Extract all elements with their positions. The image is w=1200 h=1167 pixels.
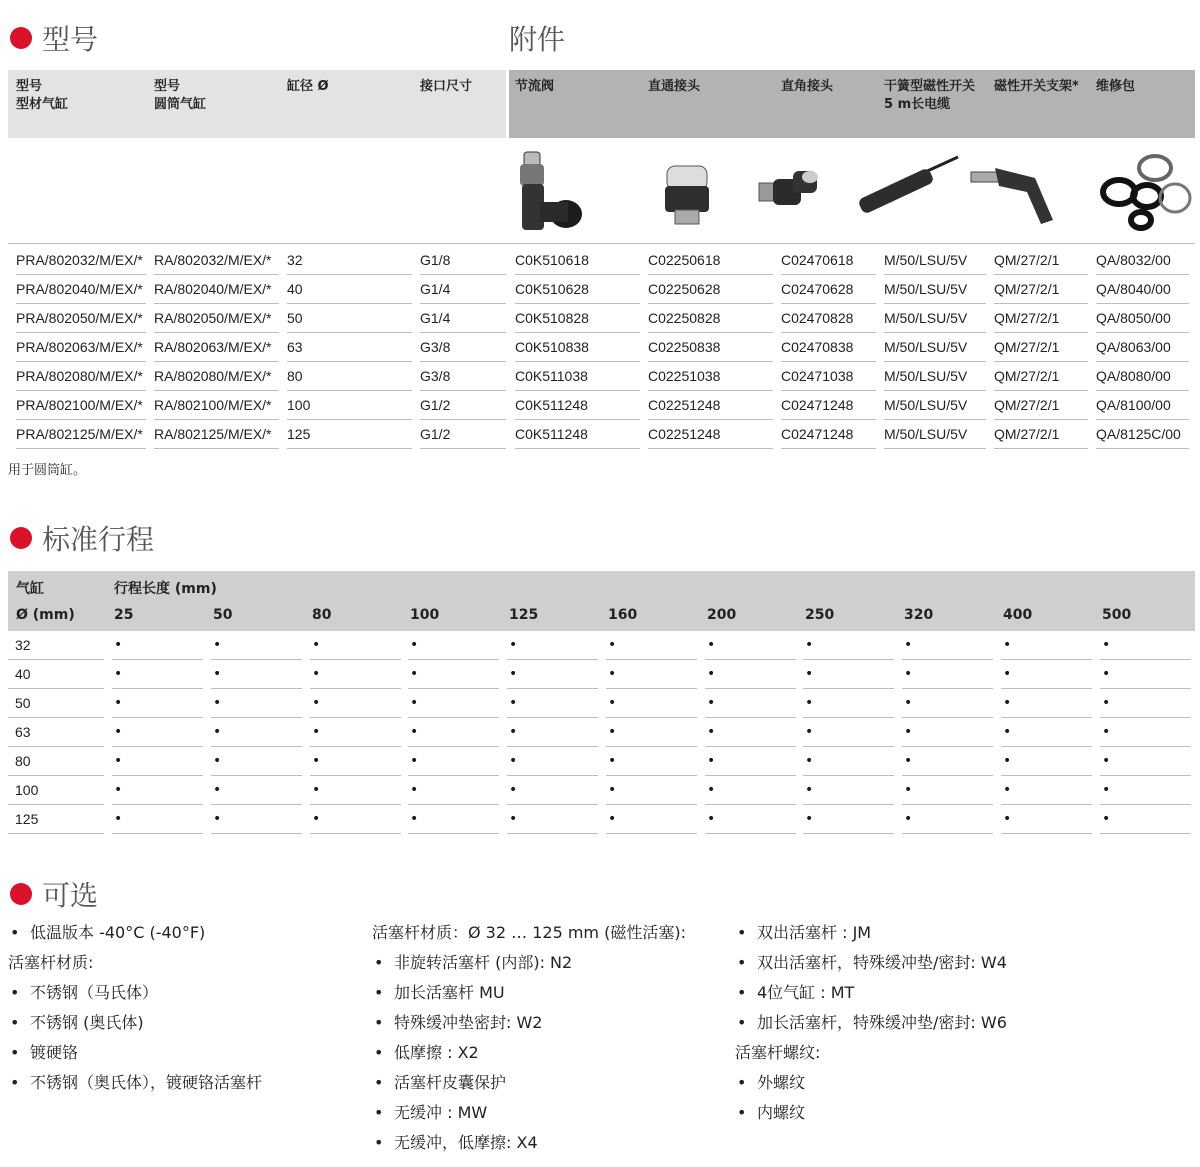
availability-mark: • [805, 695, 814, 711]
availability-mark: • [114, 695, 123, 711]
option-item: • 无缓冲，低摩擦: X4 [372, 1128, 686, 1158]
availability-mark: • [1003, 753, 1012, 769]
options-col3 [735, 918, 1007, 1128]
row-divider [515, 448, 640, 449]
table-cell: PRA/802080/M/EX/* [16, 368, 143, 384]
option-heading: 活塞杆材质：Ø 32 … 125 mm (磁性活塞): [372, 923, 686, 942]
table-cell: PRA/802040/M/EX/* [16, 281, 143, 297]
options-col1 [8, 918, 262, 1098]
table-row [8, 333, 1195, 362]
row-divider [16, 448, 146, 449]
table-cell: PRA/802063/M/EX/* [16, 339, 143, 355]
table-cell: QM/27/2/1 [994, 426, 1060, 442]
availability-mark: • [213, 811, 222, 827]
table-cell: C02250838 [648, 339, 721, 355]
availability-mark: • [410, 724, 419, 740]
availability-mark: • [707, 637, 716, 653]
table-cell: RA/802100/M/EX/* [154, 397, 272, 413]
row-divider [287, 448, 412, 449]
table-cell: 63 [287, 339, 303, 355]
table-cell: C02251248 [648, 426, 721, 442]
models-header-cell: 直角接头 [781, 79, 834, 94]
models-header-cell: 接口尺寸 [420, 79, 473, 94]
availability-mark: • [1102, 811, 1111, 827]
strokes-stroke-label: 行程长度 (mm) [114, 581, 217, 597]
table-cell: G1/8 [420, 252, 451, 268]
table-cell: PRA/802032/M/EX/* [16, 252, 143, 268]
availability-mark: • [904, 782, 913, 798]
models-section-title [10, 18, 98, 58]
strokes-col0-sub: Ø (mm) [16, 607, 75, 623]
stroke-length-header: 400 [1003, 607, 1033, 623]
option-item: • 双出活塞杆 : JM [735, 918, 1007, 948]
accessories-title: 附件 [509, 23, 566, 56]
reed-switch-icon [853, 155, 963, 230]
elbow-fitting-icon [755, 165, 825, 220]
models-header-cell: 维修包 [1096, 79, 1136, 94]
table-row [8, 420, 1195, 449]
options-section-title [10, 874, 98, 914]
availability-mark: • [114, 811, 123, 827]
table-cell: RA/802063/M/EX/* [154, 339, 272, 355]
table-cell: C02251038 [648, 368, 721, 384]
models-header-bg-right [509, 70, 1195, 138]
bore-cell: 80 [15, 753, 31, 769]
table-row [8, 747, 1195, 776]
seal-kit-icon [1095, 150, 1195, 235]
option-item: • 4位气缸 : MT [735, 978, 1007, 1008]
table-cell: QA/8050/00 [1096, 310, 1171, 326]
stroke-length-header: 500 [1102, 607, 1132, 623]
availability-mark: • [904, 753, 913, 769]
availability-mark: • [608, 782, 617, 798]
row-divider [648, 448, 773, 449]
option-item: • 双出活塞杆，特殊缓冲垫/密封: W4 [735, 948, 1007, 978]
options-title: 可选 [42, 879, 99, 912]
availability-mark: • [707, 782, 716, 798]
bore-cell: 50 [15, 695, 31, 711]
option-heading: 活塞杆螺纹: [735, 1043, 821, 1062]
row-divider [408, 833, 499, 834]
availability-mark: • [608, 695, 617, 711]
option-item: • 内螺纹 [735, 1098, 1007, 1128]
table-cell: C02470618 [781, 252, 854, 268]
table-row [8, 362, 1195, 391]
availability-mark: • [1102, 695, 1111, 711]
option-item: • 外螺纹 [735, 1068, 1007, 1098]
options-col2 [372, 918, 686, 1158]
row-divider [1096, 448, 1189, 449]
row-divider [211, 833, 302, 834]
availability-mark: • [312, 695, 321, 711]
row-divider [8, 833, 104, 834]
table-row [8, 689, 1195, 718]
availability-mark: • [1003, 666, 1012, 682]
models-header-cell: 节流阀 [515, 79, 555, 94]
table-row [8, 805, 1195, 834]
images-divider [8, 243, 1195, 244]
table-row [8, 776, 1195, 805]
stroke-length-header: 25 [114, 607, 134, 623]
table-cell: QA/8032/00 [1096, 252, 1171, 268]
availability-mark: • [410, 637, 419, 653]
table-cell: RA/802080/M/EX/* [154, 368, 272, 384]
bore-cell: 125 [15, 811, 39, 827]
availability-mark: • [1003, 782, 1012, 798]
availability-mark: • [1003, 811, 1012, 827]
option-item: • 特殊缓冲垫密封: W2 [372, 1008, 686, 1038]
availability-mark: • [805, 666, 814, 682]
table-cell: 80 [287, 368, 303, 384]
table-cell: QA/8040/00 [1096, 281, 1171, 297]
availability-mark: • [410, 811, 419, 827]
models-header-cell: 缸径 Ø [287, 79, 329, 94]
table-cell: M/50/LSU/5V [884, 339, 968, 355]
table-cell: QM/27/2/1 [994, 339, 1060, 355]
table-cell: 100 [287, 397, 311, 413]
table-cell: RA/802050/M/EX/* [154, 310, 272, 326]
option-item: • 非旋转活塞杆 (内部): N2 [372, 948, 686, 978]
table-cell: RA/802032/M/EX/* [154, 252, 272, 268]
stroke-length-header: 250 [805, 607, 835, 623]
availability-mark: • [707, 666, 716, 682]
option-item: • 不锈钢 (奥氏体) [8, 1008, 262, 1038]
table-cell: QA/8063/00 [1096, 339, 1171, 355]
availability-mark: • [213, 695, 222, 711]
availability-mark: • [1102, 637, 1111, 653]
table-cell: C02471248 [781, 426, 854, 442]
option-item: • 低温版本 -40°C (-40°F) [8, 918, 262, 948]
availability-mark: • [904, 695, 913, 711]
table-cell: C02250618 [648, 252, 721, 268]
option-item: • 低摩擦 : X2 [372, 1038, 686, 1068]
table-cell: C0K510628 [515, 281, 589, 297]
table-cell: C02250828 [648, 310, 721, 326]
availability-mark: • [608, 753, 617, 769]
table-cell: C0K511248 [515, 397, 588, 413]
red-bullet-icon [10, 527, 32, 549]
availability-mark: • [707, 695, 716, 711]
table-cell: RA/802125/M/EX/* [154, 426, 272, 442]
row-divider [606, 833, 697, 834]
availability-mark: • [1102, 666, 1111, 682]
strokes-section-title [10, 518, 154, 558]
table-row [8, 660, 1195, 689]
table-cell: QA/8100/00 [1096, 397, 1171, 413]
strokes-col0-label: 气缸 [16, 581, 44, 597]
availability-mark: • [805, 637, 814, 653]
table-cell: C02471248 [781, 397, 854, 413]
table-cell: M/50/LSU/5V [884, 368, 968, 384]
availability-mark: • [1003, 695, 1012, 711]
table-cell: QM/27/2/1 [994, 252, 1060, 268]
availability-mark: • [410, 695, 419, 711]
table-cell: M/50/LSU/5V [884, 281, 968, 297]
table-cell: C0K510828 [515, 310, 589, 326]
row-divider [803, 833, 894, 834]
option-item: • 加长活塞杆 MU [372, 978, 686, 1008]
bore-cell: 63 [15, 724, 31, 740]
row-divider [154, 448, 279, 449]
row-divider [1100, 833, 1191, 834]
stroke-length-header: 125 [509, 607, 539, 623]
availability-mark: • [904, 811, 913, 827]
table-cell: C02470828 [781, 310, 854, 326]
row-divider [420, 448, 506, 449]
stroke-length-header: 100 [410, 607, 440, 623]
table-cell: G1/2 [420, 426, 451, 442]
straight-fitting-icon [655, 160, 725, 230]
availability-mark: • [410, 666, 419, 682]
option-item: • 不锈钢（奥氏体），镀硬铬活塞杆 [8, 1068, 262, 1098]
availability-mark: • [805, 724, 814, 740]
table-row [8, 631, 1195, 660]
availability-mark: • [114, 782, 123, 798]
availability-mark: • [509, 753, 518, 769]
availability-mark: • [509, 811, 518, 827]
row-divider [112, 833, 203, 834]
models-header-cell: 磁性开关支架* [994, 79, 1079, 94]
table-cell: C02251248 [648, 397, 721, 413]
table-cell: C0K511248 [515, 426, 588, 442]
availability-mark: • [509, 695, 518, 711]
table-cell: PRA/802050/M/EX/* [16, 310, 143, 326]
row-divider [310, 833, 401, 834]
availability-mark: • [608, 637, 617, 653]
red-bullet-icon [10, 883, 32, 905]
models-header-cell: 直通接头 [648, 79, 701, 94]
models-header-cell: 型号 型材气缸 [16, 79, 69, 112]
availability-mark: • [114, 724, 123, 740]
table-cell: C02471038 [781, 368, 854, 384]
availability-mark: • [805, 753, 814, 769]
availability-mark: • [312, 811, 321, 827]
option-item: • 不锈钢（马氏体） [8, 978, 262, 1008]
bore-cell: 32 [15, 637, 31, 653]
table-cell: C0K510838 [515, 339, 589, 355]
option-heading: 活塞杆材质: [8, 953, 94, 972]
table-cell: QA/8125C/00 [1096, 426, 1181, 442]
table-cell: C02250628 [648, 281, 721, 297]
row-divider [884, 448, 986, 449]
table-cell: M/50/LSU/5V [884, 310, 968, 326]
table-cell: 50 [287, 310, 303, 326]
availability-mark: • [805, 782, 814, 798]
stroke-length-header: 80 [312, 607, 332, 623]
table-cell: M/50/LSU/5V [884, 426, 968, 442]
availability-mark: • [1102, 782, 1111, 798]
flow-control-valve-icon [510, 148, 590, 238]
availability-mark: • [1003, 637, 1012, 653]
table-cell: C0K511038 [515, 368, 588, 384]
table-cell: G3/8 [420, 368, 451, 384]
row-divider [781, 448, 876, 449]
table-row [8, 304, 1195, 333]
table-cell: 32 [287, 252, 303, 268]
availability-mark: • [707, 753, 716, 769]
row-divider [705, 833, 796, 834]
availability-mark: • [410, 753, 419, 769]
availability-mark: • [1102, 753, 1111, 769]
availability-mark: • [509, 666, 518, 682]
table-cell: G1/4 [420, 281, 451, 297]
availability-mark: • [213, 782, 222, 798]
availability-mark: • [1102, 724, 1111, 740]
availability-mark: • [312, 753, 321, 769]
table-cell: 125 [287, 426, 311, 442]
availability-mark: • [312, 782, 321, 798]
table-cell: M/50/LSU/5V [884, 252, 968, 268]
stroke-length-header: 160 [608, 607, 638, 623]
availability-mark: • [410, 782, 419, 798]
table-cell: C02470628 [781, 281, 854, 297]
bore-cell: 40 [15, 666, 31, 682]
stroke-length-header: 320 [904, 607, 934, 623]
availability-mark: • [213, 724, 222, 740]
row-divider [902, 833, 993, 834]
availability-mark: • [509, 637, 518, 653]
table-cell: QM/27/2/1 [994, 310, 1060, 326]
table-row [8, 391, 1195, 420]
availability-mark: • [608, 724, 617, 740]
availability-mark: • [1003, 724, 1012, 740]
availability-mark: • [707, 724, 716, 740]
table-cell: C0K510618 [515, 252, 589, 268]
table-cell: G1/4 [420, 310, 451, 326]
table-cell: QM/27/2/1 [994, 281, 1060, 297]
availability-mark: • [114, 753, 123, 769]
option-item: • 镀硬铬 [8, 1038, 262, 1068]
availability-mark: • [608, 666, 617, 682]
table-row [8, 275, 1195, 304]
table-cell: 40 [287, 281, 303, 297]
option-item: • 活塞杆皮囊保护 [372, 1068, 686, 1098]
models-header-cell: 型号 圆筒气缸 [154, 79, 207, 112]
availability-mark: • [707, 811, 716, 827]
option-item: • 加长活塞杆，特殊缓冲垫/密封: W6 [735, 1008, 1007, 1038]
bore-cell: 100 [15, 782, 39, 798]
table-cell: QM/27/2/1 [994, 397, 1060, 413]
table-cell: G3/8 [420, 339, 451, 355]
row-divider [507, 833, 598, 834]
availability-mark: • [904, 666, 913, 682]
table-cell: G1/2 [420, 397, 451, 413]
models-title: 型号 [42, 23, 99, 56]
availability-mark: • [114, 666, 123, 682]
stroke-length-header: 200 [707, 607, 737, 623]
availability-mark: • [213, 666, 222, 682]
table-cell: QA/8080/00 [1096, 368, 1171, 384]
table-cell: C02470838 [781, 339, 854, 355]
availability-mark: • [213, 753, 222, 769]
table-cell: M/50/LSU/5V [884, 397, 968, 413]
availability-mark: • [312, 637, 321, 653]
availability-mark: • [114, 637, 123, 653]
availability-mark: • [904, 724, 913, 740]
table-cell: PRA/802100/M/EX/* [16, 397, 143, 413]
strokes-title: 标准行程 [42, 523, 155, 556]
stroke-length-header: 50 [213, 607, 233, 623]
table-cell: RA/802040/M/EX/* [154, 281, 272, 297]
availability-mark: • [509, 782, 518, 798]
row-divider [1001, 833, 1092, 834]
table-cell: PRA/802125/M/EX/* [16, 426, 143, 442]
availability-mark: • [805, 811, 814, 827]
table-row [8, 246, 1195, 275]
availability-mark: • [312, 724, 321, 740]
option-item: • 无缓冲 : MW [372, 1098, 686, 1128]
row-divider [994, 448, 1088, 449]
availability-mark: • [213, 637, 222, 653]
table-row [8, 718, 1195, 747]
models-header-cell: 干簧型磁性开关 5 m长电缆 [884, 79, 976, 112]
availability-mark: • [312, 666, 321, 682]
models-note: 用于圆筒缸。 [8, 463, 87, 478]
availability-mark: • [904, 637, 913, 653]
table-cell: QM/27/2/1 [994, 368, 1060, 384]
red-bullet-icon [10, 27, 32, 49]
switch-bracket-icon [965, 158, 1060, 233]
availability-mark: • [608, 811, 617, 827]
availability-mark: • [509, 724, 518, 740]
